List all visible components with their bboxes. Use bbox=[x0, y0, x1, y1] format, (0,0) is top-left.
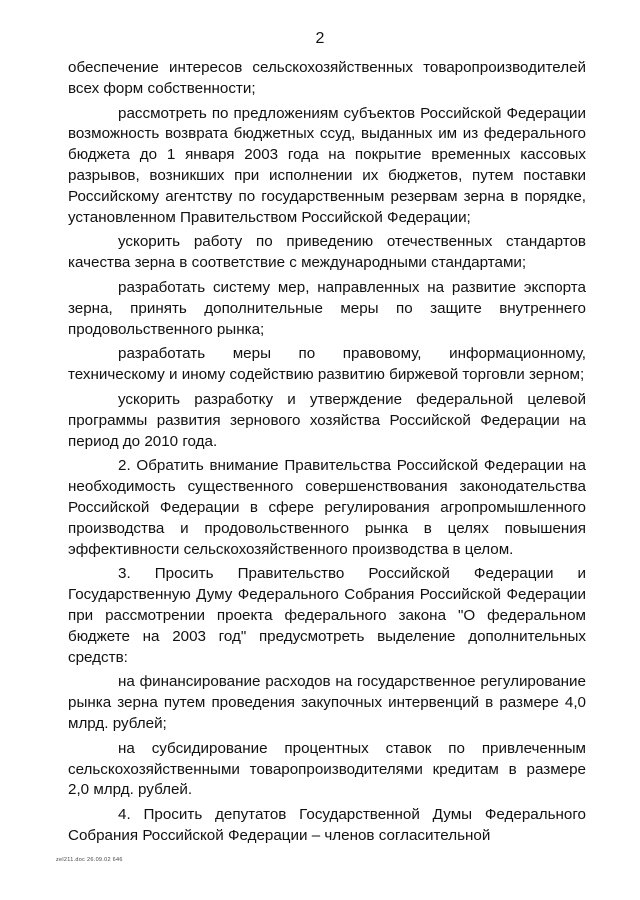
paragraph: ускорить разработку и утверждение федеральной целевой программы развития зернового хозяйства Российской Федерации на период до 2010 года. bbox=[68, 390, 586, 450]
paragraph: 3. Просить Правительство Российской Федерации и Государственную Думу Федерального Собрания Российской Федерации при рассмотрении проекта федерального закона "О федеральном бюджете на 2003 год" предусмотреть выделение дополнительных средств: bbox=[68, 565, 586, 666]
paragraph: 2. Обратить внимание Правительства Российской Федерации на необходимость существенного совершенствования законодательства Российской Федерации в сфере регулирования агропромышленного производства и продовольственного рынка в целях повышения эффективности сельскохозяйственного производства в целом. bbox=[68, 457, 586, 558]
paragraph: обеспечение интересов сельскохозяйственных товаропроизводителей всех форм собственности; bbox=[68, 59, 586, 97]
paragraph: разработать меры по правовому, информационному, техническому и иному содействию развитию биржевой торговли зерном; bbox=[68, 345, 586, 384]
paragraph: на финансирование расходов на государственное регулирование рынка зерна путем проведения закупочных интервенций в размере 4,0 млрд. рублей; bbox=[68, 673, 586, 732]
paragraph: рассмотреть по предложениям субъектов Российской Федерации возможность возврата бюджетных ссуд, выданных им из федерального бюджета до 1 января 2003 года на покрытие временных кассовых разрывов, возникших при исполнении их бюджетов, путем поставки Российскому агентству по государственным резервам зерна в порядке, установленном Правительством Российской Федерации; bbox=[68, 104, 586, 226]
paragraph: на субсидирование процентных ставок по привлеченным сельскохозяйственными товаропроизводителями кредитам в размере 2,0 млрд. рублей. bbox=[68, 739, 586, 799]
paragraph: ускорить работу по приведению отечественных стандартов качества зерна в соответствие с международными стандартами; bbox=[68, 233, 586, 272]
page-number: 2 bbox=[315, 30, 325, 47]
paragraph: 4. Просить депутатов Государственной Думы Федерального Собрания Российской Федерации – членов согласительной bbox=[68, 806, 586, 844]
document-footer: zel211.doc 26.09.02 646 bbox=[56, 857, 123, 863]
paragraph: разработать систему мер, направленных на развитие экспорта зерна, принять дополнительные меры по защите внутреннего продовольственного рынка; bbox=[68, 278, 586, 338]
document-body bbox=[68, 58, 586, 851]
